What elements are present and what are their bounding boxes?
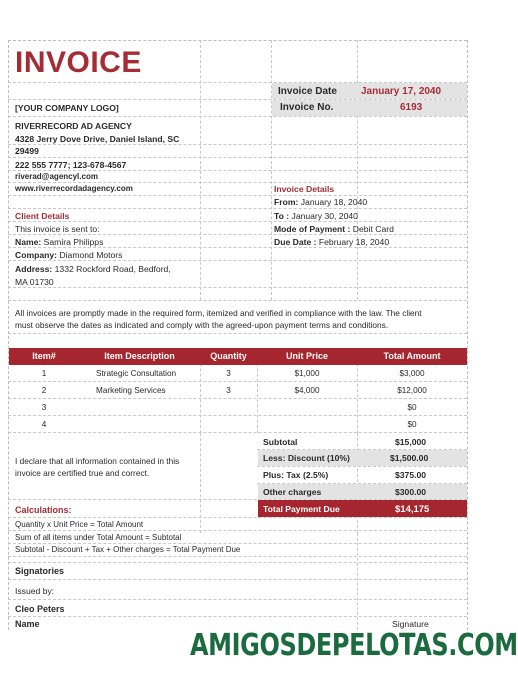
details-from-value: January 18, 2040 [300,197,368,207]
calculation-line2: Sum of all items under Total Amount = Subtotal [15,533,182,542]
row-total-amount: $0 [407,420,417,429]
row-total-amount: $12,000 [397,386,427,395]
calculation-line1: Quantity x Unit Price = Total Amount [15,520,144,529]
details-from-label: From: [274,197,299,207]
row-total-amount: $3,000 [399,369,425,378]
header-unit-price: Unit Price [285,351,328,361]
invoice-date-label: Invoice Date [278,86,337,97]
row-unit-price: $1,000 [294,369,320,378]
company-phone: 222 555 7777; 123-678-4567 [15,160,127,170]
row-item-number: 2 [41,386,47,395]
company-logo-placeholder: [YOUR COMPANY LOGO] [15,103,119,113]
invoice-number-label: Invoice No. [280,102,334,113]
invoice-date-value: January 17, 2040 [361,86,442,97]
client-address [15,264,171,274]
name-label: Name [15,619,40,629]
discount-label: Less: Discount (10%) [263,453,350,463]
client-address-value: 1332 Rockford Road, Bedford, [54,264,171,274]
header-item-description: Item Description [104,351,175,361]
signature-label: Signature [392,619,429,629]
details-payment-value: Debit Card [352,224,394,234]
row-quantity: 3 [226,386,231,395]
details-due-value: February 18, 2040 [318,237,390,247]
row-total-amount: $0 [407,403,417,412]
details-due [274,237,389,247]
row-item-number: 1 [41,369,47,378]
client-address-line2: MA 01730 [15,277,54,287]
client-intro: This invoice is sent to: [15,224,100,234]
invoice-title: INVOICE [15,46,142,79]
client-name-label: Name: [15,237,42,247]
declaration-line2: invoice are certified true and correct. [15,468,150,478]
tax-label: Plus: Tax (2.5%) [263,470,329,480]
company-address-line1: 4328 Jerry Dove Drive, Daniel Island, SC [15,134,180,144]
details-to-label: To : [274,211,290,221]
subtotal-label: Subtotal [263,437,298,447]
calculation-line3: Subtotal - Discount + Tax + Other charges = Total Payment Due [15,545,241,554]
notice-line1: All invoices are promptly made in the required form, itemized and verified in compliance with the law. The client [15,308,422,318]
tax-value: $375.00 [395,470,427,480]
client-company-value: Diamond Motors [59,250,123,260]
row-quantity: 3 [226,369,231,378]
header-item-number: Item# [32,351,56,361]
client-company [15,250,122,260]
subtotal-value: $15,000 [395,437,427,447]
company-name: RIVERRECORD AD AGENCY [15,121,132,131]
row-item-description: Strategic Consultation [96,369,177,378]
invoice-details-label: Invoice Details [274,184,335,194]
total-payment-value: $14,175 [395,504,430,515]
row-unit-price: $4,000 [294,386,320,395]
header-quantity: Quantity [210,351,247,361]
issued-by-label: Issued by: [15,586,55,596]
total-payment-label: Total Payment Due [263,504,340,514]
company-website: www.riverrecordadagency.com [15,184,133,193]
details-payment [274,224,394,234]
invoice-number-value: 6193 [400,102,423,113]
row-item-number: 3 [41,403,47,412]
discount-value: $1,500.00 [390,453,429,463]
client-name-value: Samira Philipps [43,237,104,247]
client-details-label: Client Details [15,211,70,221]
signatories-label: Signatories [15,566,65,576]
other-charges-label: Other charges [263,487,322,497]
other-charges-value: $300.00 [395,487,427,497]
company-address-line2: 29499 [15,146,39,156]
client-company-label: Company: [15,250,58,260]
row-item-number: 4 [41,420,47,429]
client-address-label: Address: [15,264,53,274]
company-email: riverad@agencyl.com [15,172,98,181]
row-item-description: Marketing Services [96,386,166,395]
details-from [274,197,367,207]
details-to-value: January 30, 2040 [291,211,358,221]
details-to [274,211,358,221]
notice-line2: must observe the dates as indicated and comply with the agreed-upon payment terms and conditions. [15,320,389,330]
declaration-line1: I declare that all information contained in this [15,456,180,466]
header-total-amount: Total Amount [383,351,441,361]
details-due-label: Due Date : [274,237,317,247]
issuer-name: Cleo Peters [15,604,65,614]
details-payment-label: Mode of Payment : [274,224,351,234]
calculations-label: Calculations: [15,505,72,515]
client-name [15,237,103,247]
site-watermark: AMIGOSDEPELOTAS.COM [190,628,518,663]
